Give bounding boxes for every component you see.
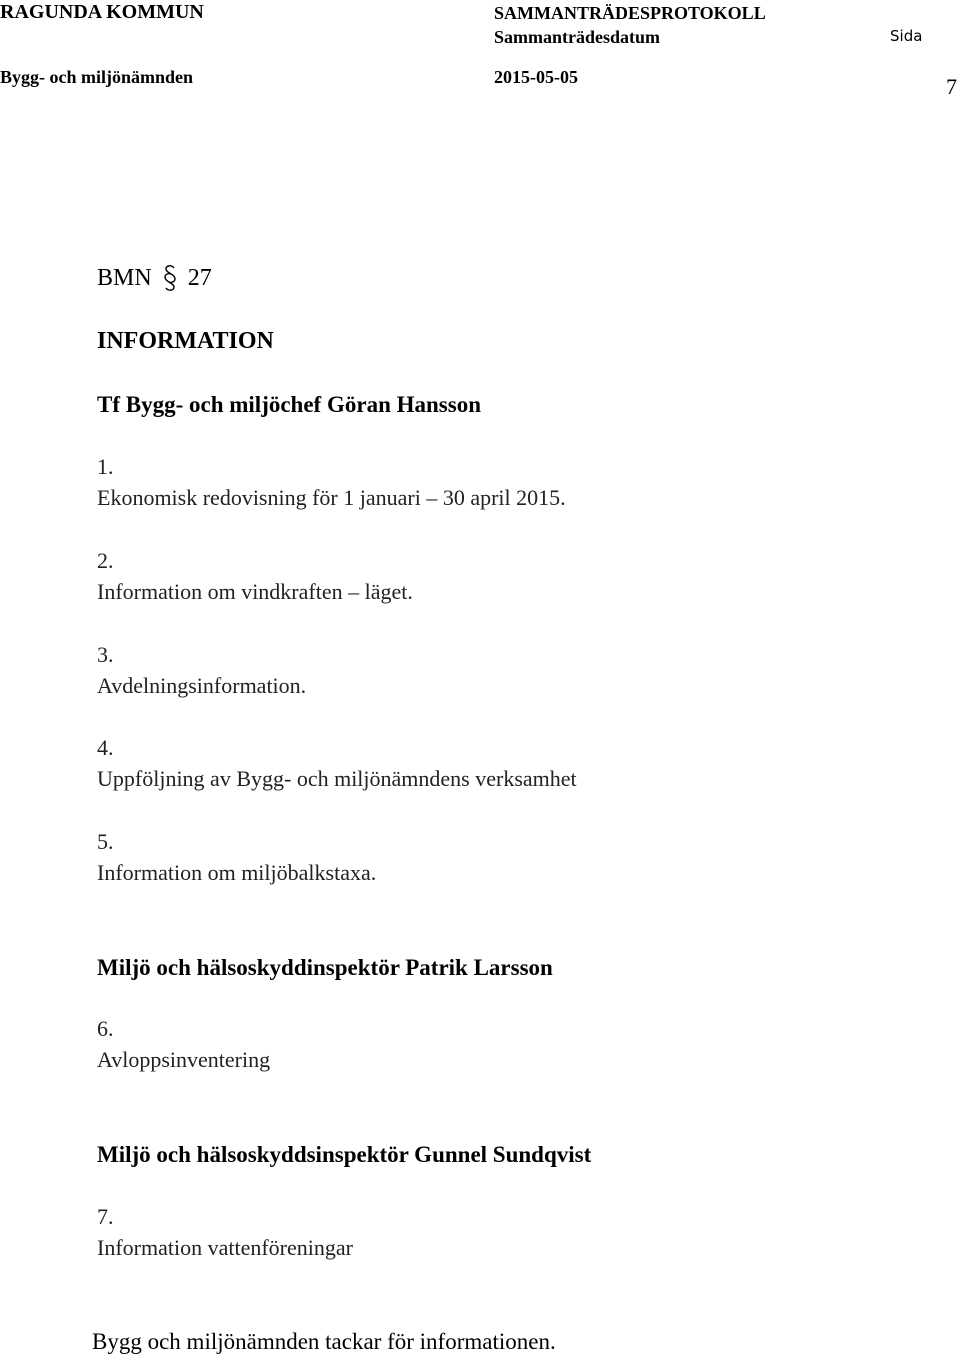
page-number: 7 [946,74,957,99]
agenda-item: Information om miljöbalkstaxa. [97,860,377,885]
closing-statement: Bygg och miljönämnden tackar för informationen. [92,1329,556,1354]
item-number: 5. [97,829,114,854]
item-number: 3. [97,642,114,667]
presenter-heading: Miljö och hälsoskyddsinspektör Gunnel Sundqvist [97,1142,592,1167]
agenda-item: Ekonomisk redovisning för 1 januari – 30 april 2015. [97,485,566,510]
reference-prefix: BMN [97,265,152,291]
item-number: 1. [97,454,114,479]
reference-number: 27 [187,265,212,291]
paragraph-reference [97,264,212,292]
item-number: 4. [97,735,114,760]
page-label: Sida [890,27,923,45]
agenda-item: Information om vindkraften – läget. [97,579,413,604]
item-number: 6. [97,1016,114,1041]
committee-name: Bygg- och miljönämnden [0,67,194,87]
item-number: 2. [97,548,114,573]
item-number: 7. [97,1204,114,1229]
agenda-item: Uppföljning av Bygg- och miljönämndens verksamhet [97,766,577,791]
presenter-heading: Tf Bygg- och miljöchef Göran Hansson [97,392,481,417]
date-label: Sammanträdesdatum [494,27,661,47]
agenda-item: Avloppsinventering [97,1047,271,1072]
agenda-item: Information vattenföreningar [97,1235,353,1260]
document-title: INFORMATION [97,328,274,354]
meeting-date: 2015-05-05 [494,67,578,87]
municipality-name: RAGUNDA KOMMUN [0,1,204,23]
agenda-item: Avdelningsinformation. [97,673,307,698]
section-sign-icon [160,264,180,292]
presenter-heading: Miljö och hälsoskyddinspektör Patrik Larsson [97,955,553,980]
protocol-title: SAMMANTRÄDESPROTOKOLL [494,3,766,23]
